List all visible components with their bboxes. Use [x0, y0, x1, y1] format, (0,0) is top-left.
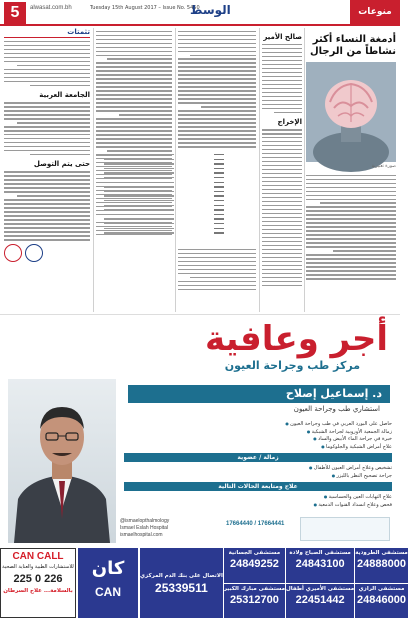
article-column-4 — [262, 28, 302, 312]
facebook-page[interactable]: Ismael Eslah Hospital — [120, 525, 169, 531]
site-url[interactable]: alwasat.com.bh — [30, 5, 72, 11]
article-area — [0, 28, 400, 312]
eye-clinic-ad[interactable] — [0, 314, 400, 546]
ad-bullet: تشخيص وعلاج أمراض العيون للأطفال ● — [124, 465, 392, 471]
ad-bullet: حاصل على البورد العربي في طب وجراحة العيون ● — [124, 421, 392, 427]
ad-center-name: مركز طب وجراحة العيون — [224, 359, 360, 372]
can-call-ad[interactable] — [0, 548, 76, 618]
hospital-entry[interactable]: مستشفى مبارك الكبير 25312700 — [224, 584, 285, 618]
logo-stamp-icon — [4, 244, 22, 262]
sub-heading: حتى يتم التوصل — [33, 160, 90, 169]
can-phone[interactable]: 225 0 226 — [13, 573, 63, 585]
instagram-handle[interactable]: @ismaelopthalmology — [120, 518, 170, 524]
ad-bullet: علاج التهابات العين والحساسية ● — [124, 494, 392, 500]
kaan-latin: CAN — [95, 585, 121, 599]
logo-stamp-icon — [25, 244, 43, 262]
date-line: Tuesday 15th August 2017 – Issue No. 5450 — [90, 5, 200, 11]
bottom-ads — [0, 548, 408, 618]
photo-caption: صورة تعبيرية — [371, 164, 396, 169]
ad-doctor-role: استشاري طب وجراحة العيون — [293, 405, 380, 413]
section-tab: منوعات — [350, 0, 400, 24]
numbered-list — [104, 152, 224, 236]
can-footer: بالسلامة... علاج السرطان — [3, 588, 73, 594]
page-header — [0, 0, 400, 26]
sub-heading: صالح الأمير — [263, 33, 302, 41]
ad-band: علاج ومتابعة الحالات التالية — [124, 482, 392, 491]
ad-phone[interactable]: 17664440 / 17664441 — [226, 521, 285, 527]
ad-bullet: جراحة تصحيح النظر بالليزر ● — [124, 473, 392, 479]
hospital-entry[interactable]: مستشفى الجسانية 24849252 — [224, 548, 285, 583]
ad-doctor-name: د. إسماعيل إصلاح — [128, 385, 390, 403]
ad-contact-list — [120, 517, 220, 539]
hospital-directory — [140, 548, 408, 618]
hospital-entry[interactable]: مستشفى الطرودية 24888000 — [355, 548, 408, 583]
sub-heading: الإخراج — [277, 118, 302, 127]
ad-bullet: زمالة الجمعية الأوروبية لجراحة الشبكية ● — [124, 429, 392, 435]
doctor-photo — [8, 379, 116, 543]
kaan-logo — [78, 548, 138, 618]
website-link[interactable]: ismaelhospital.com — [120, 532, 163, 538]
brain-photo — [306, 62, 396, 162]
ad-bullet: علاج أمراض الشبكية والجلوكوما ● — [124, 444, 392, 450]
ad-title: أجر وعافية — [204, 319, 388, 359]
clinic-logo-icon — [300, 517, 390, 541]
page-number: 5 — [4, 2, 26, 24]
can-subtitle: للاستشارات الطبية والعناية الصحية — [2, 564, 74, 570]
sub-heading: الجامعة العربية — [39, 91, 90, 100]
ad-bullet: فحص وعلاج انسداد القنوات الدمعية ● — [124, 502, 392, 508]
hospital-entry[interactable]: مستشفى الأميري أطفال 22451442 — [286, 584, 354, 618]
newspaper-brand: الوسط — [190, 3, 231, 17]
hospital-entry[interactable]: مستشفى الصباح ولادة 24843100 — [286, 548, 354, 583]
feature-title: أدمغة النساء أكثر نشاطاً من الرجال — [309, 34, 396, 57]
hospital-entry[interactable]: مستشفى الرازي 24846000 — [355, 584, 408, 618]
ad-bullet: خبرة في جراحة الماء الأبيض والساد ● — [124, 436, 392, 442]
feature-column — [306, 28, 400, 312]
section-label: تثمتات — [4, 28, 90, 38]
ad-band: زمالة / عضوية — [124, 453, 392, 462]
article-column-1 — [4, 28, 90, 312]
ad-bullet-list — [124, 419, 392, 510]
hospital-entry[interactable]: الاتصال على بنك الدم المركزي 25339511 — [140, 548, 223, 618]
can-title: CAN CALL — [12, 551, 64, 562]
kaan-arabic: كان — [91, 558, 125, 579]
